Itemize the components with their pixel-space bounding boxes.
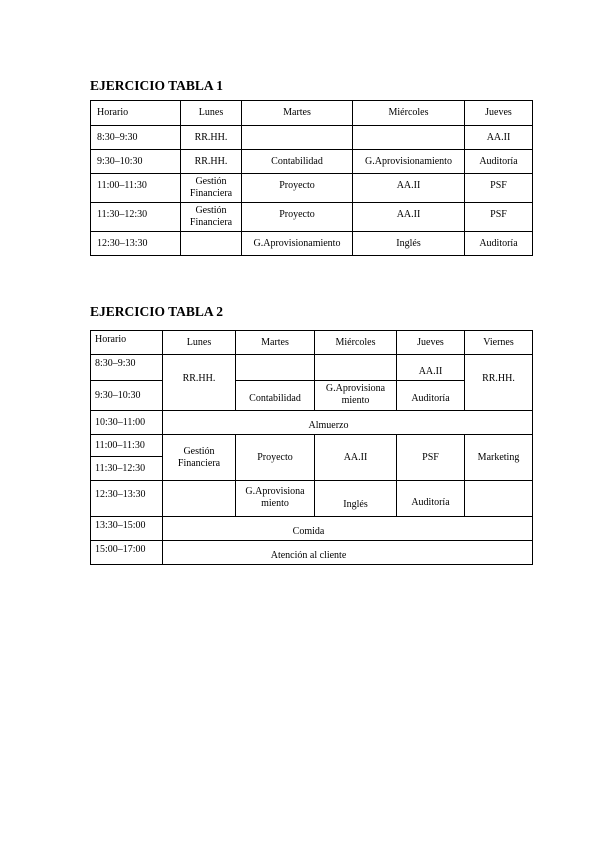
table2-cell: RR.HH. xyxy=(465,355,533,411)
table2-cell: Atención al cliente xyxy=(163,541,533,565)
table2-cell: AA.II xyxy=(397,355,465,381)
table2-header-viernes: Viernes xyxy=(465,331,533,355)
table2-header-miercoles: Miércoles xyxy=(315,331,397,355)
table-row xyxy=(91,126,533,150)
schedule-table-1 xyxy=(90,100,533,256)
table-row xyxy=(91,232,533,256)
table2-cell: AA.II xyxy=(315,435,397,481)
table1-cell: Inglés xyxy=(353,232,465,256)
table2-header-martes: Martes xyxy=(236,331,315,355)
table1-cell: RR.HH. xyxy=(181,150,242,174)
table2-cell: Contabilidad xyxy=(236,381,315,411)
table1-cell: RR.HH. xyxy=(181,126,242,150)
table1-header-martes: Martes xyxy=(242,101,353,126)
table1-cell: Auditoría xyxy=(465,232,533,256)
table2-time: 11:30–12:30 xyxy=(91,457,163,481)
table2-cell xyxy=(163,481,236,517)
table1-cell: Contabilidad xyxy=(242,150,353,174)
table1-cell: Auditoría xyxy=(465,150,533,174)
table2-cell: Auditoría xyxy=(397,481,465,517)
table1-time: 11:30–12:30 xyxy=(91,203,181,232)
table1-cell: PSF xyxy=(465,174,533,203)
table1-cell: Proyecto xyxy=(242,174,353,203)
table2-time: 10:30–11:00 xyxy=(91,411,163,435)
table-row xyxy=(91,517,533,541)
table2-cell xyxy=(315,355,397,381)
table1-cell xyxy=(242,126,353,150)
table1-cell xyxy=(181,232,242,256)
table1-cell xyxy=(353,126,465,150)
table2-time: 8:30–9:30 xyxy=(91,355,163,381)
table-row xyxy=(91,203,533,232)
table1-header-horario: Horario xyxy=(91,101,181,126)
table-row xyxy=(91,481,533,517)
table2-cell xyxy=(465,481,533,517)
table1-cell: AA.II xyxy=(465,126,533,150)
table-row xyxy=(91,541,533,565)
table1-header-lunes: Lunes xyxy=(181,101,242,126)
table-row xyxy=(91,150,533,174)
table1-time: 12:30–13:30 xyxy=(91,232,181,256)
table2-header-horario: Horario xyxy=(91,331,163,355)
table2-time: 9:30–10:30 xyxy=(91,381,163,411)
table2-cell: Inglés xyxy=(315,481,397,517)
table1-time: 11:00–11:30 xyxy=(91,174,181,203)
table1-cell: Proyecto xyxy=(242,203,353,232)
table2-cell: Marketing xyxy=(465,435,533,481)
table2-cell: PSF xyxy=(397,435,465,481)
table1-cell: AA.II xyxy=(353,203,465,232)
table2-cell: RR.HH. xyxy=(163,355,236,411)
table1-cell: Gestión Financiera xyxy=(181,203,242,232)
table1-time: 9:30–10:30 xyxy=(91,150,181,174)
table2-header-row xyxy=(91,331,533,355)
table2-cell: Comida xyxy=(163,517,533,541)
table1-cell: G.Aprovisionamiento xyxy=(353,150,465,174)
table2-cell: Gestión Financiera xyxy=(163,435,236,481)
table-row xyxy=(91,355,533,381)
table1-title: EJERCICIO TABLA 1 xyxy=(90,78,224,93)
table1-header-miercoles: Miércoles xyxy=(353,101,465,126)
table2-time: 12:30–13:30 xyxy=(91,481,163,517)
table-row xyxy=(91,435,533,457)
table2-cell xyxy=(236,355,315,381)
table-row xyxy=(91,174,533,203)
table2-cell: G.Aprovisiona miento xyxy=(315,381,397,411)
table1-time: 8:30–9:30 xyxy=(91,126,181,150)
table2-header-lunes: Lunes xyxy=(163,331,236,355)
table1-cell: Gestión Financiera xyxy=(181,174,242,203)
schedule-table-2 xyxy=(90,330,533,565)
table2-cell: Auditoría xyxy=(397,381,465,411)
table1-cell: G.Aprovisionamiento xyxy=(242,232,353,256)
table2-cell: Almuerzo xyxy=(163,411,533,435)
table1-cell: PSF xyxy=(465,203,533,232)
table2-time: 11:00–11:30 xyxy=(91,435,163,457)
table2-title: EJERCICIO TABLA 2 xyxy=(90,304,224,319)
table2-cell: Proyecto xyxy=(236,435,315,481)
table2-cell: G.Aprovisiona miento xyxy=(236,481,315,517)
table1-header-jueves: Jueves xyxy=(465,101,533,126)
table2-time: 15:00–17:00 xyxy=(91,541,163,565)
table1-header-row xyxy=(91,101,533,126)
table2-time: 13:30–15:00 xyxy=(91,517,163,541)
table2-header-jueves: Jueves xyxy=(397,331,465,355)
table1-cell: AA.II xyxy=(353,174,465,203)
table-row xyxy=(91,411,533,435)
